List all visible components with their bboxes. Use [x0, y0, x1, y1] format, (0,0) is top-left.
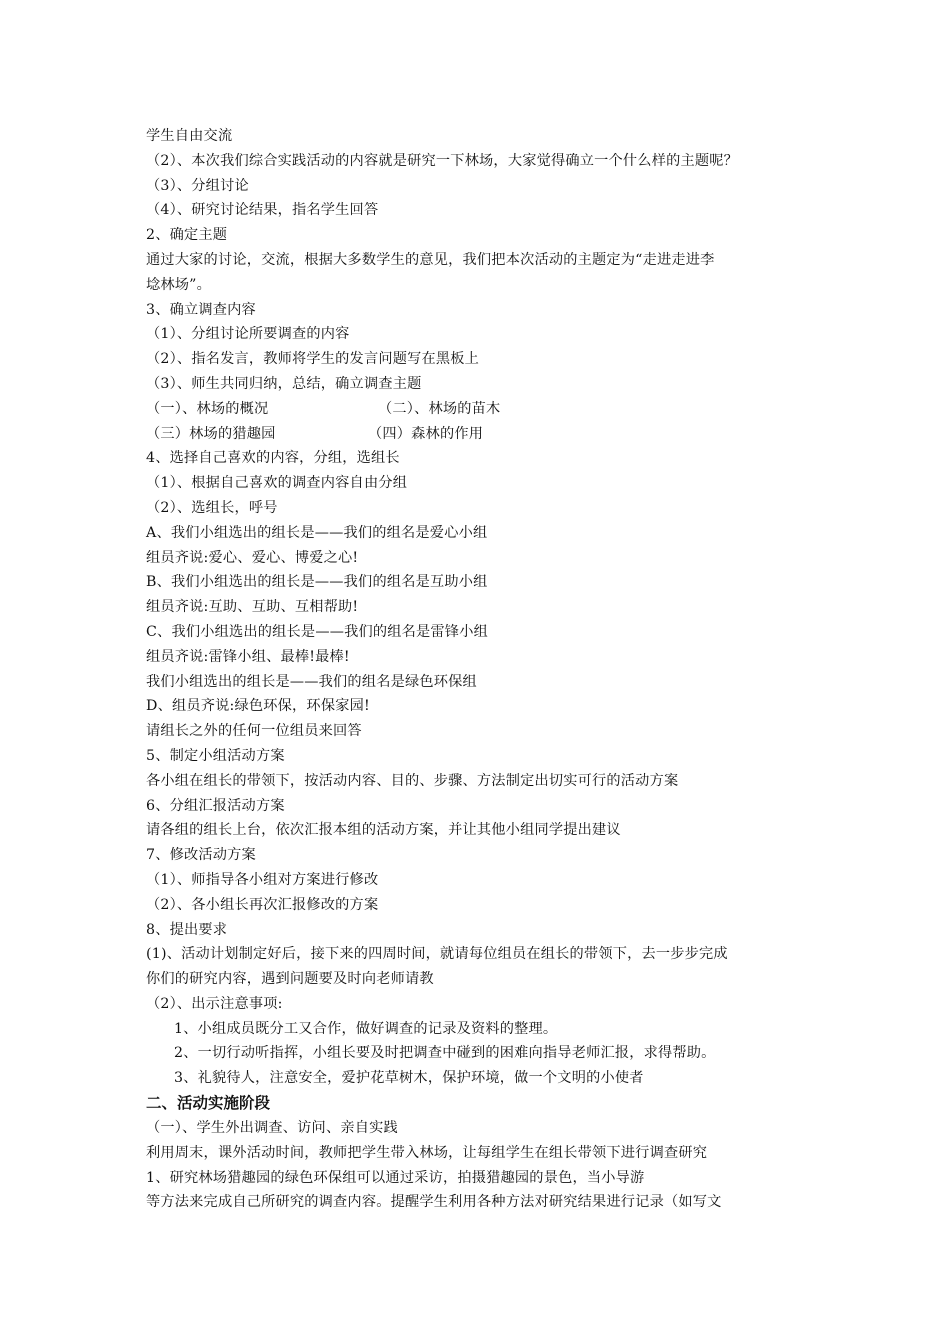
notice-item: 1、小组成员既分工又合作，做好调查的记录及资料的整理。: [174, 1020, 558, 1037]
topic-row: [146, 422, 846, 447]
text-line: 学生自由交流: [146, 128, 233, 144]
text-line: 组员齐说:雷锋小组、最棒!最棒!: [146, 648, 350, 665]
text-line: 各小组在组长的带领下，按活动内容、目的、步骤、方法制定出切实可行的活动方案: [146, 772, 679, 789]
text-line: 通过大家的讨论，交流，根据大多数学生的意见，我们把本次活动的主题定为“走进走进李: [146, 251, 715, 268]
text-line: 1、研究林场猎趣园的绿色环保组可以通过采访，拍摄猎趣园的景色，当小导游: [146, 1169, 645, 1186]
text-line: 组员齐说:爱心、爱心、博爱之心!: [146, 549, 359, 566]
topic-item: （四）森林的作用: [368, 425, 484, 442]
text-line: 请各组的组长上台，依次汇报本组的活动方案，并让其他小组同学提出建议: [146, 822, 621, 839]
text-line: 利用周末，课外活动时间，教师把学生带入林场，让每组学生在组长带领下进行调查研究: [146, 1144, 708, 1161]
text-line: （1）、根据自己喜欢的调查内容自由分组: [146, 475, 408, 492]
section-title: 7、修改活动方案: [146, 847, 256, 864]
text-line: 我们小组选出的组长是——我们的组名是绿色环保组: [146, 673, 477, 690]
section-title: 6、分组汇报活动方案: [146, 797, 285, 814]
text-line: 埝林场”。: [146, 276, 212, 293]
notice-item: 3、礼貌待人，注意安全，爱护花草树木，保护环境，做一个文明的小使者: [174, 1070, 644, 1087]
text-line: 请组长之外的任何一位组员来回答: [146, 723, 362, 740]
text-line: （2）、本次我们综合实践活动的内容就是研究一下林场，大家觉得确立一个什么样的主题呢？: [146, 152, 739, 169]
text-line: （3）、师生共同归纳，总结，确立调查主题: [146, 375, 422, 392]
topic-item: （二）、林场的苗木: [378, 400, 501, 417]
text-line: B、我们小组选出的组长是——我们的组名是互助小组: [146, 574, 488, 591]
text-line: (1)、活动计划制定好后，接下来的四周时间，就请每位组员在组长的带领下，去一步步完成: [146, 946, 728, 963]
topic-item: （一）、林场的概况: [146, 400, 269, 417]
text-line: 你们的研究内容，遇到问题要及时向老师请教: [146, 971, 434, 988]
text-line: A、我们小组选出的组长是——我们的组名是爱心小组: [146, 524, 488, 541]
notice-item: 2、一切行动听指挥，小组长要及时把调查中碰到的困难向指导老师汇报，求得帮助。: [174, 1045, 716, 1062]
topic-row: [146, 397, 846, 422]
section-title: 2、确定主题: [146, 227, 228, 244]
chapter-heading: 二、活动实施阶段: [146, 1094, 271, 1113]
text-line: （4）、研究讨论结果，指名学生回答: [146, 202, 379, 219]
text-line: （2）、各小组长再次汇报修改的方案: [146, 896, 379, 913]
section-title: 3、确立调查内容: [146, 301, 256, 318]
document-body: [146, 124, 846, 1215]
section-title: 5、制定小组活动方案: [146, 747, 285, 764]
text-line: C、我们小组选出的组长是——我们的组名是雷锋小组: [146, 623, 488, 640]
topic-item: （三）林场的猎趣园: [146, 425, 276, 442]
text-line: （2）、指名发言，教师将学生的发言问题写在黑板上: [146, 351, 480, 368]
text-line: D、组员齐说:绿色环保，环保家园!: [146, 698, 370, 715]
text-line: （3）、分组讨论: [146, 177, 249, 194]
section-title: 4、选择自己喜欢的内容，分组，选组长: [146, 450, 400, 467]
text-line: （一）、学生外出调查、访问、亲自实践: [146, 1120, 398, 1137]
text-line: （1）、分组讨论所要调查的内容: [146, 326, 350, 343]
text-line: （2）、选组长，呼号: [146, 499, 278, 516]
text-line: （2）、出示注意事项:: [146, 995, 283, 1012]
text-line: （1）、师指导各小组对方案进行修改: [146, 871, 379, 888]
text-line: 组员齐说:互助、互助、互相帮助!: [146, 599, 359, 616]
section-title: 8、提出要求: [146, 921, 228, 938]
text-line: 等方法来完成自己所研究的调查内容。提醒学生利用各种方法对研究结果进行记录（如写文: [146, 1194, 722, 1211]
